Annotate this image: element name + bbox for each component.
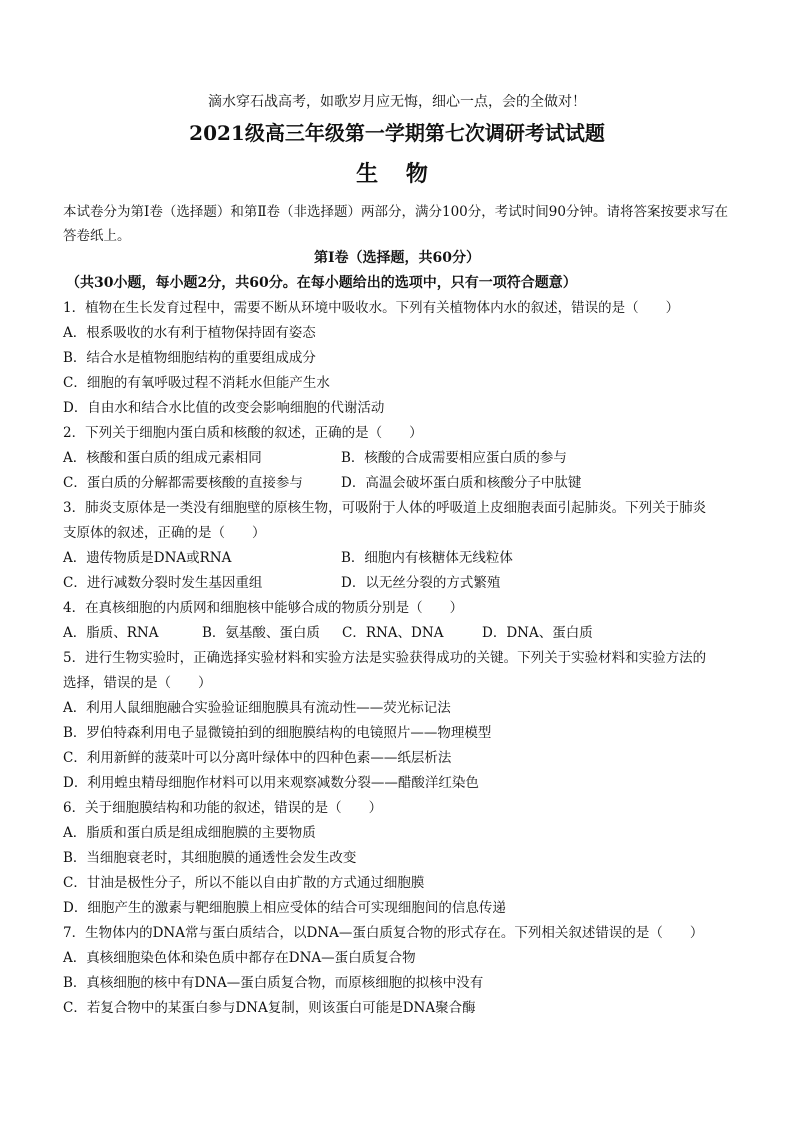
question-2-option-c: C．蛋白质的分解都需要核酸的直接参与 — [63, 475, 303, 491]
question-6-option-c: C．甘油是极性分子，所以不能以自由扩散的方式通过细胞膜 — [63, 875, 425, 891]
question-2-option-a: A．核酸和蛋白质的组成元素相同 — [63, 450, 262, 466]
question-1-stem: 1．植物在生长发育过程中，需要不断从环境中吸收水。下列有关植物体内水的叙述，错误的是（ ） — [63, 300, 680, 316]
question-1-option-a: A．根系吸收的水有利于植物保持固有姿态 — [63, 325, 316, 341]
question-4-stem: 4．在真核细胞的内质网和细胞核中能够合成的物质分别是（ ） — [63, 600, 464, 616]
question-3-option-a: A．遗传物质是DNA或RNA — [63, 550, 232, 566]
question-7-option-c: C．若复合物中的某蛋白参与DNA复制，则该蛋白可能是DNA聚合酶 — [63, 1000, 476, 1016]
question-5-option-c: C．利用新鲜的菠菜叶可以分离叶绿体中的四种色素——纸层析法 — [63, 750, 452, 766]
question-7-option-a: A．真核细胞染色体和染色质中都存在DNA—蛋白质复合物 — [63, 950, 416, 966]
question-7-option-b: B．真核细胞的核中有DNA—蛋白质复合物，而原核细胞的拟核中没有 — [63, 975, 484, 991]
question-5-stem-line2: 选择，错误的是（ ） — [63, 675, 212, 691]
question-5-option-b: B．罗伯特森利用电子显微镜拍到的细胞膜结构的电镜照片——物理模型 — [63, 725, 492, 741]
question-2-stem: 2．下列关于细胞内蛋白质和核酸的叙述，正确的是（ ） — [63, 425, 423, 441]
question-7-stem: 7．生物体内的DNA常与蛋白质结合，以DNA—蛋白质复合物的形式存在。下列相关叙述错误的是（ ） — [63, 925, 704, 941]
question-4-option-a: A．脂质、RNA — [63, 625, 159, 641]
question-3-stem-line1: 3．肺炎支原体是一类没有细胞壁的原核生物，可吸附于人体的呼吸道上皮细胞表面引起肺炎。下列关于肺炎 — [63, 500, 707, 516]
question-6-option-d: D．细胞产生的激素与靶细胞膜上相应受体的结合可实现细胞间的信息传递 — [63, 900, 506, 916]
question-5-option-d: D．利用蝗虫精母细胞作材料可以用来观察减数分裂——醋酸洋红染色 — [63, 775, 479, 791]
question-3-option-d: D．以无丝分裂的方式繁殖 — [341, 575, 501, 591]
question-6-option-a: A．脂质和蛋白质是组成细胞膜的主要物质 — [63, 825, 316, 841]
question-3-option-b: B．细胞内有核糖体无线粒体 — [341, 550, 513, 566]
question-3-stem-line2: 支原体的叙述，正确的是（ ） — [63, 525, 266, 541]
question-1-option-c: C．细胞的有氧呼吸过程不消耗水但能产生水 — [63, 375, 330, 391]
exam-title: 2021级高三年级第一学期第七次调研考试试题 — [189, 121, 605, 145]
question-4-option-b: B．氨基酸、蛋白质 — [202, 625, 320, 641]
motto: 滴水穿石战高考，如歌岁月应无悔，细心一点，会的全做对！ — [208, 94, 586, 110]
question-1-option-d: D．自由水和结合水比值的改变会影响细胞的代谢活动 — [63, 400, 385, 416]
question-2-option-d: D．高温会破坏蛋白质和核酸分子中肽键 — [341, 475, 582, 491]
question-4-option-d: D．DNA、蛋白质 — [482, 625, 593, 641]
question-5-stem-line1: 5．进行生物实验时，正确选择实验材料和实验方法是实验获得成功的关键。下列关于实验材料和实验方法的 — [63, 650, 707, 666]
section-instructions: （共30小题，每小题2分，共60分。在每小题给出的选项中，只有一项符合题意） — [66, 275, 577, 291]
section-title: 第Ⅰ卷（选择题，共60分） — [313, 250, 481, 266]
question-2-option-b: B．核酸的合成需要相应蛋白质的参与 — [341, 450, 567, 466]
question-5-option-a: A．利用人鼠细胞融合实验验证细胞膜具有流动性——荧光标记法 — [63, 700, 451, 716]
question-4-option-c: C．RNA、DNA — [342, 625, 444, 641]
question-6-stem: 6．关于细胞膜结构和功能的叙述，错误的是（ ） — [63, 800, 383, 816]
question-3-option-c: C．进行减数分裂时发生基因重组 — [63, 575, 263, 591]
subject-title: 生 物 — [356, 161, 438, 187]
question-1-option-b: B．结合水是植物细胞结构的重要组成成分 — [63, 350, 316, 366]
question-6-option-b: B．当细胞衰老时，其细胞膜的通透性会发生改变 — [63, 850, 357, 866]
exam-intro: 本试卷分为第Ⅰ卷（选择题）和第Ⅱ卷（非选择题）两部分，满分100分，考试时间90分钟。请将答案按要求写在答卷纸上。 — [63, 204, 728, 244]
